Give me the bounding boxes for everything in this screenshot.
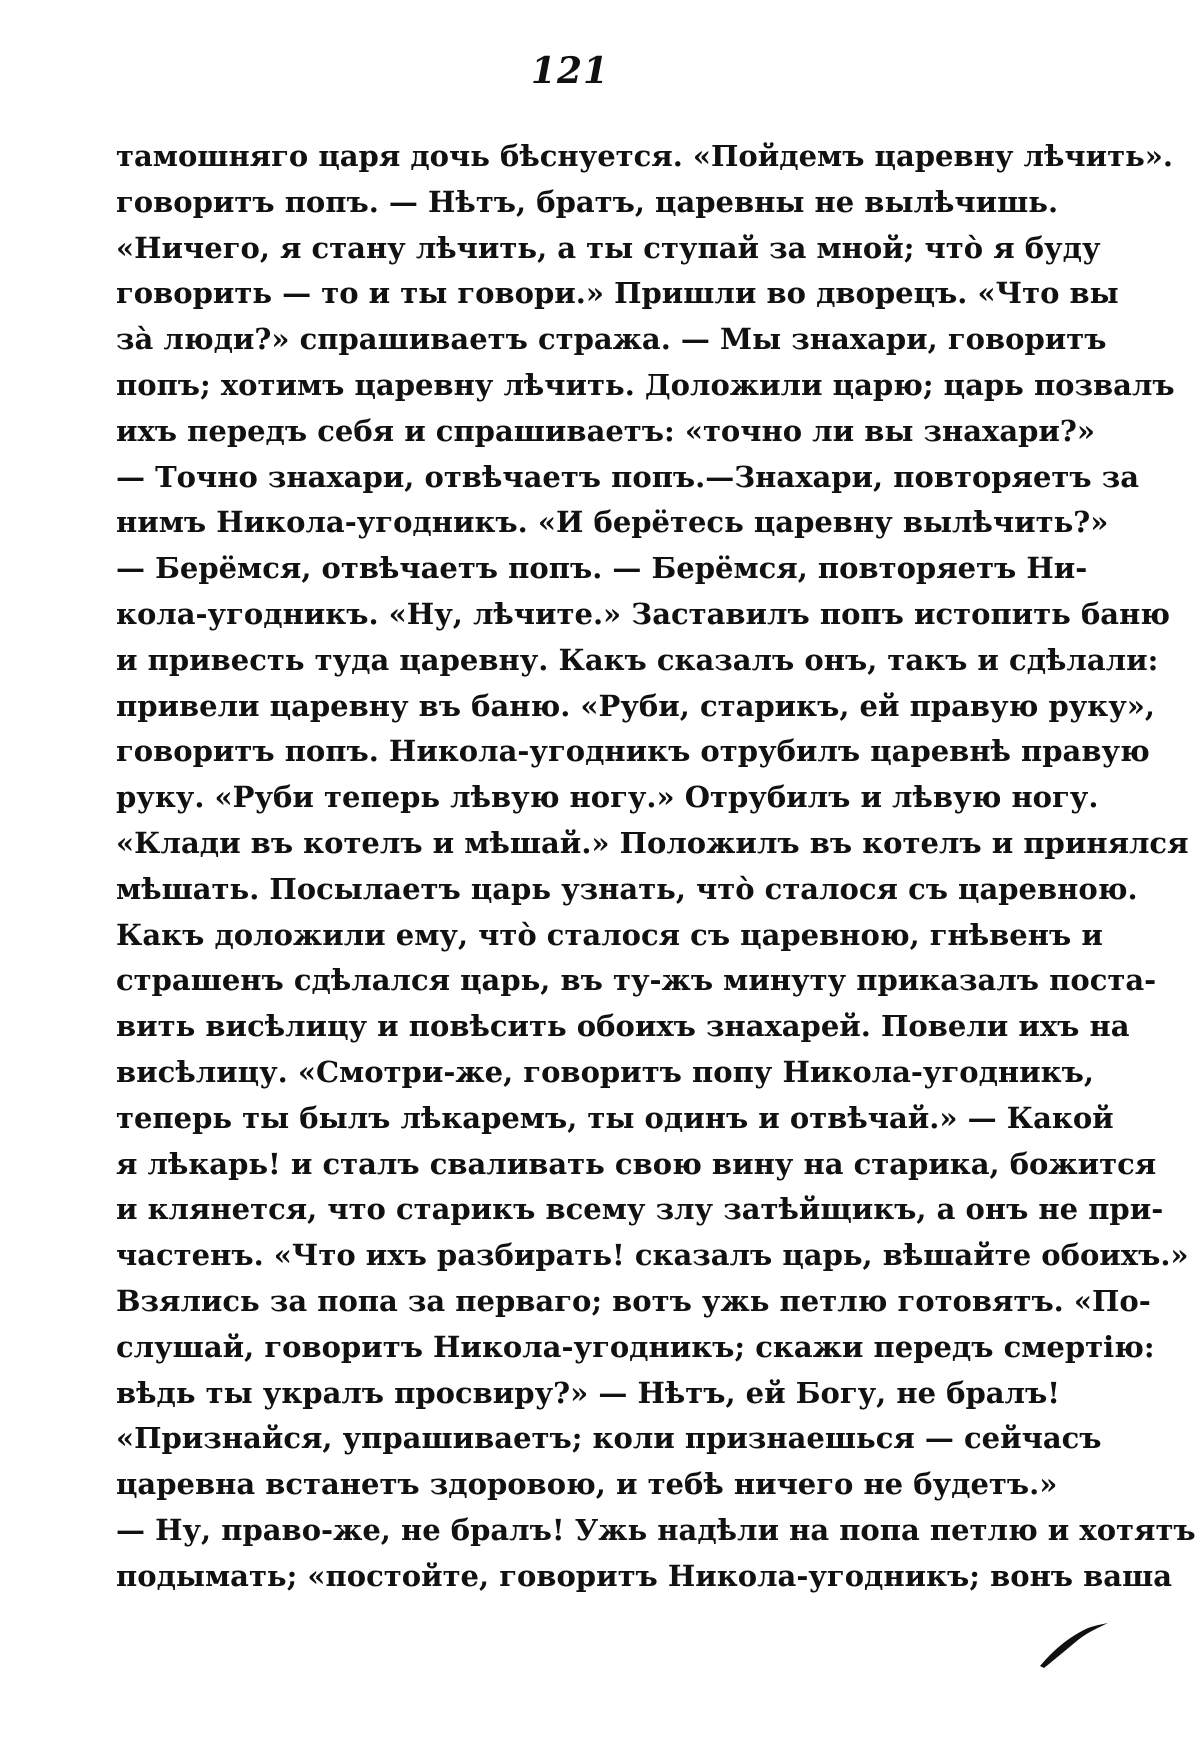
text-line: частенъ. «Что ихъ разбирать! сказалъ царь, вѣшайте обоихъ.» bbox=[116, 1238, 1189, 1273]
pen-stroke-mark bbox=[1038, 1620, 1110, 1670]
text-line: «Клади въ котелъ и мѣшай.» Положилъ въ котелъ и принялся bbox=[116, 825, 1189, 860]
text-line: тамошняго царя дочь бѣснуется. «Пойдемъ царевну лѣчить». bbox=[116, 139, 1173, 173]
text-line: «Признайся, упрашиваетъ; коли признаешься — сейчасъ bbox=[116, 1421, 1102, 1456]
text-line: руку. «Руби теперь лѣвую ногу.» Отрубилъ и лѣвую ногу. bbox=[116, 780, 1099, 815]
text-line: кола-угодникъ. «Ну, лѣчите.» Заставилъ попъ истопить баню bbox=[116, 596, 1171, 631]
text-line: царевна встанетъ здоровою, и тебѣ ничего не будетъ.» bbox=[116, 1467, 1058, 1502]
body-text bbox=[116, 134, 1196, 1600]
text-line: подымать; «постойте, говоритъ Никола-угодникъ; вонъ ваша bbox=[116, 1558, 1173, 1593]
text-line: нимъ Никола-угодникъ. «И берётесь царевну вылѣчить?» bbox=[116, 505, 1109, 540]
text-line: вѣдь ты укралъ просвиру?» — Нѣтъ, ей Богу, не бралъ! bbox=[116, 1375, 1060, 1410]
text-line: — Берёмся, отвѣчаетъ попъ. — Берёмся, повторяетъ Ни- bbox=[116, 551, 1088, 586]
text-line: и привесть туда царевну. Какъ сказалъ онъ, такъ и сдѣлали: bbox=[116, 642, 1159, 677]
text-line: висѣлицу. «Смотри-же, говоритъ попу Никола-угодникъ, bbox=[116, 1054, 1094, 1089]
text-line: теперь ты былъ лѣкаремъ, ты одинъ и отвѣчай.» — Какой bbox=[116, 1100, 1114, 1135]
text-line: за̀ люди?» спрашиваетъ стража. — Мы знахари, говоритъ bbox=[116, 322, 1107, 357]
text-line: говоритъ попъ. — Нѣтъ, братъ, царевны не вылѣчишь. bbox=[116, 184, 1059, 219]
text-line: я лѣкарь! и сталъ сваливать свою вину на старика, божится bbox=[116, 1146, 1157, 1181]
text-line: вить висѣлицу и повѣсить обоихъ знахарей. Повели ихъ на bbox=[116, 1009, 1130, 1044]
text-line: привели царевну въ баню. «Руби, старикъ, ей правую руку», bbox=[116, 688, 1156, 723]
text-line: мѣшать. Посылаетъ царь узнать, что̀ сталося съ царевною. bbox=[116, 871, 1138, 906]
text-line: «Ничего, я стану лѣчить, а ты ступай за мной; что̀ я буду bbox=[116, 230, 1101, 265]
text-line: попъ; хотимъ царевну лѣчить. Доложили царю; царь позвалъ bbox=[116, 367, 1175, 402]
text-line: говорить — то и ты говори.» Пришли во дворецъ. «Что вы bbox=[116, 276, 1119, 311]
text-line: ихъ передъ себя и спрашиваетъ: «точно ли вы знахари?» bbox=[116, 413, 1096, 448]
text-line: говоритъ попъ. Никола-угодникъ отрубилъ царевнѣ правую bbox=[116, 734, 1150, 769]
text-line: — Точно знахари, отвѣчаетъ попъ.—Знахари, повторяетъ за bbox=[116, 459, 1140, 494]
text-line: слушай, говоритъ Никола-угодникъ; скажи передъ смертію: bbox=[116, 1329, 1155, 1364]
text-line: — Ну, право-же, не бралъ! Ужь надѣли на попа петлю и хотятъ bbox=[116, 1512, 1196, 1547]
text-line: Какъ доложили ему, что̀ сталося съ царевною, гнѣвенъ и bbox=[116, 917, 1103, 952]
text-line: страшенъ сдѣлался царь, въ ту-жъ минуту приказалъ поста- bbox=[116, 963, 1157, 998]
page-number: 121 bbox=[530, 50, 610, 92]
text-line: и клянется, что старикъ всему злу затѣйщикъ, а онъ не при- bbox=[116, 1192, 1164, 1227]
text-line: Взялись за попа за перваго; вотъ ужь петлю готовятъ. «По- bbox=[116, 1283, 1151, 1318]
